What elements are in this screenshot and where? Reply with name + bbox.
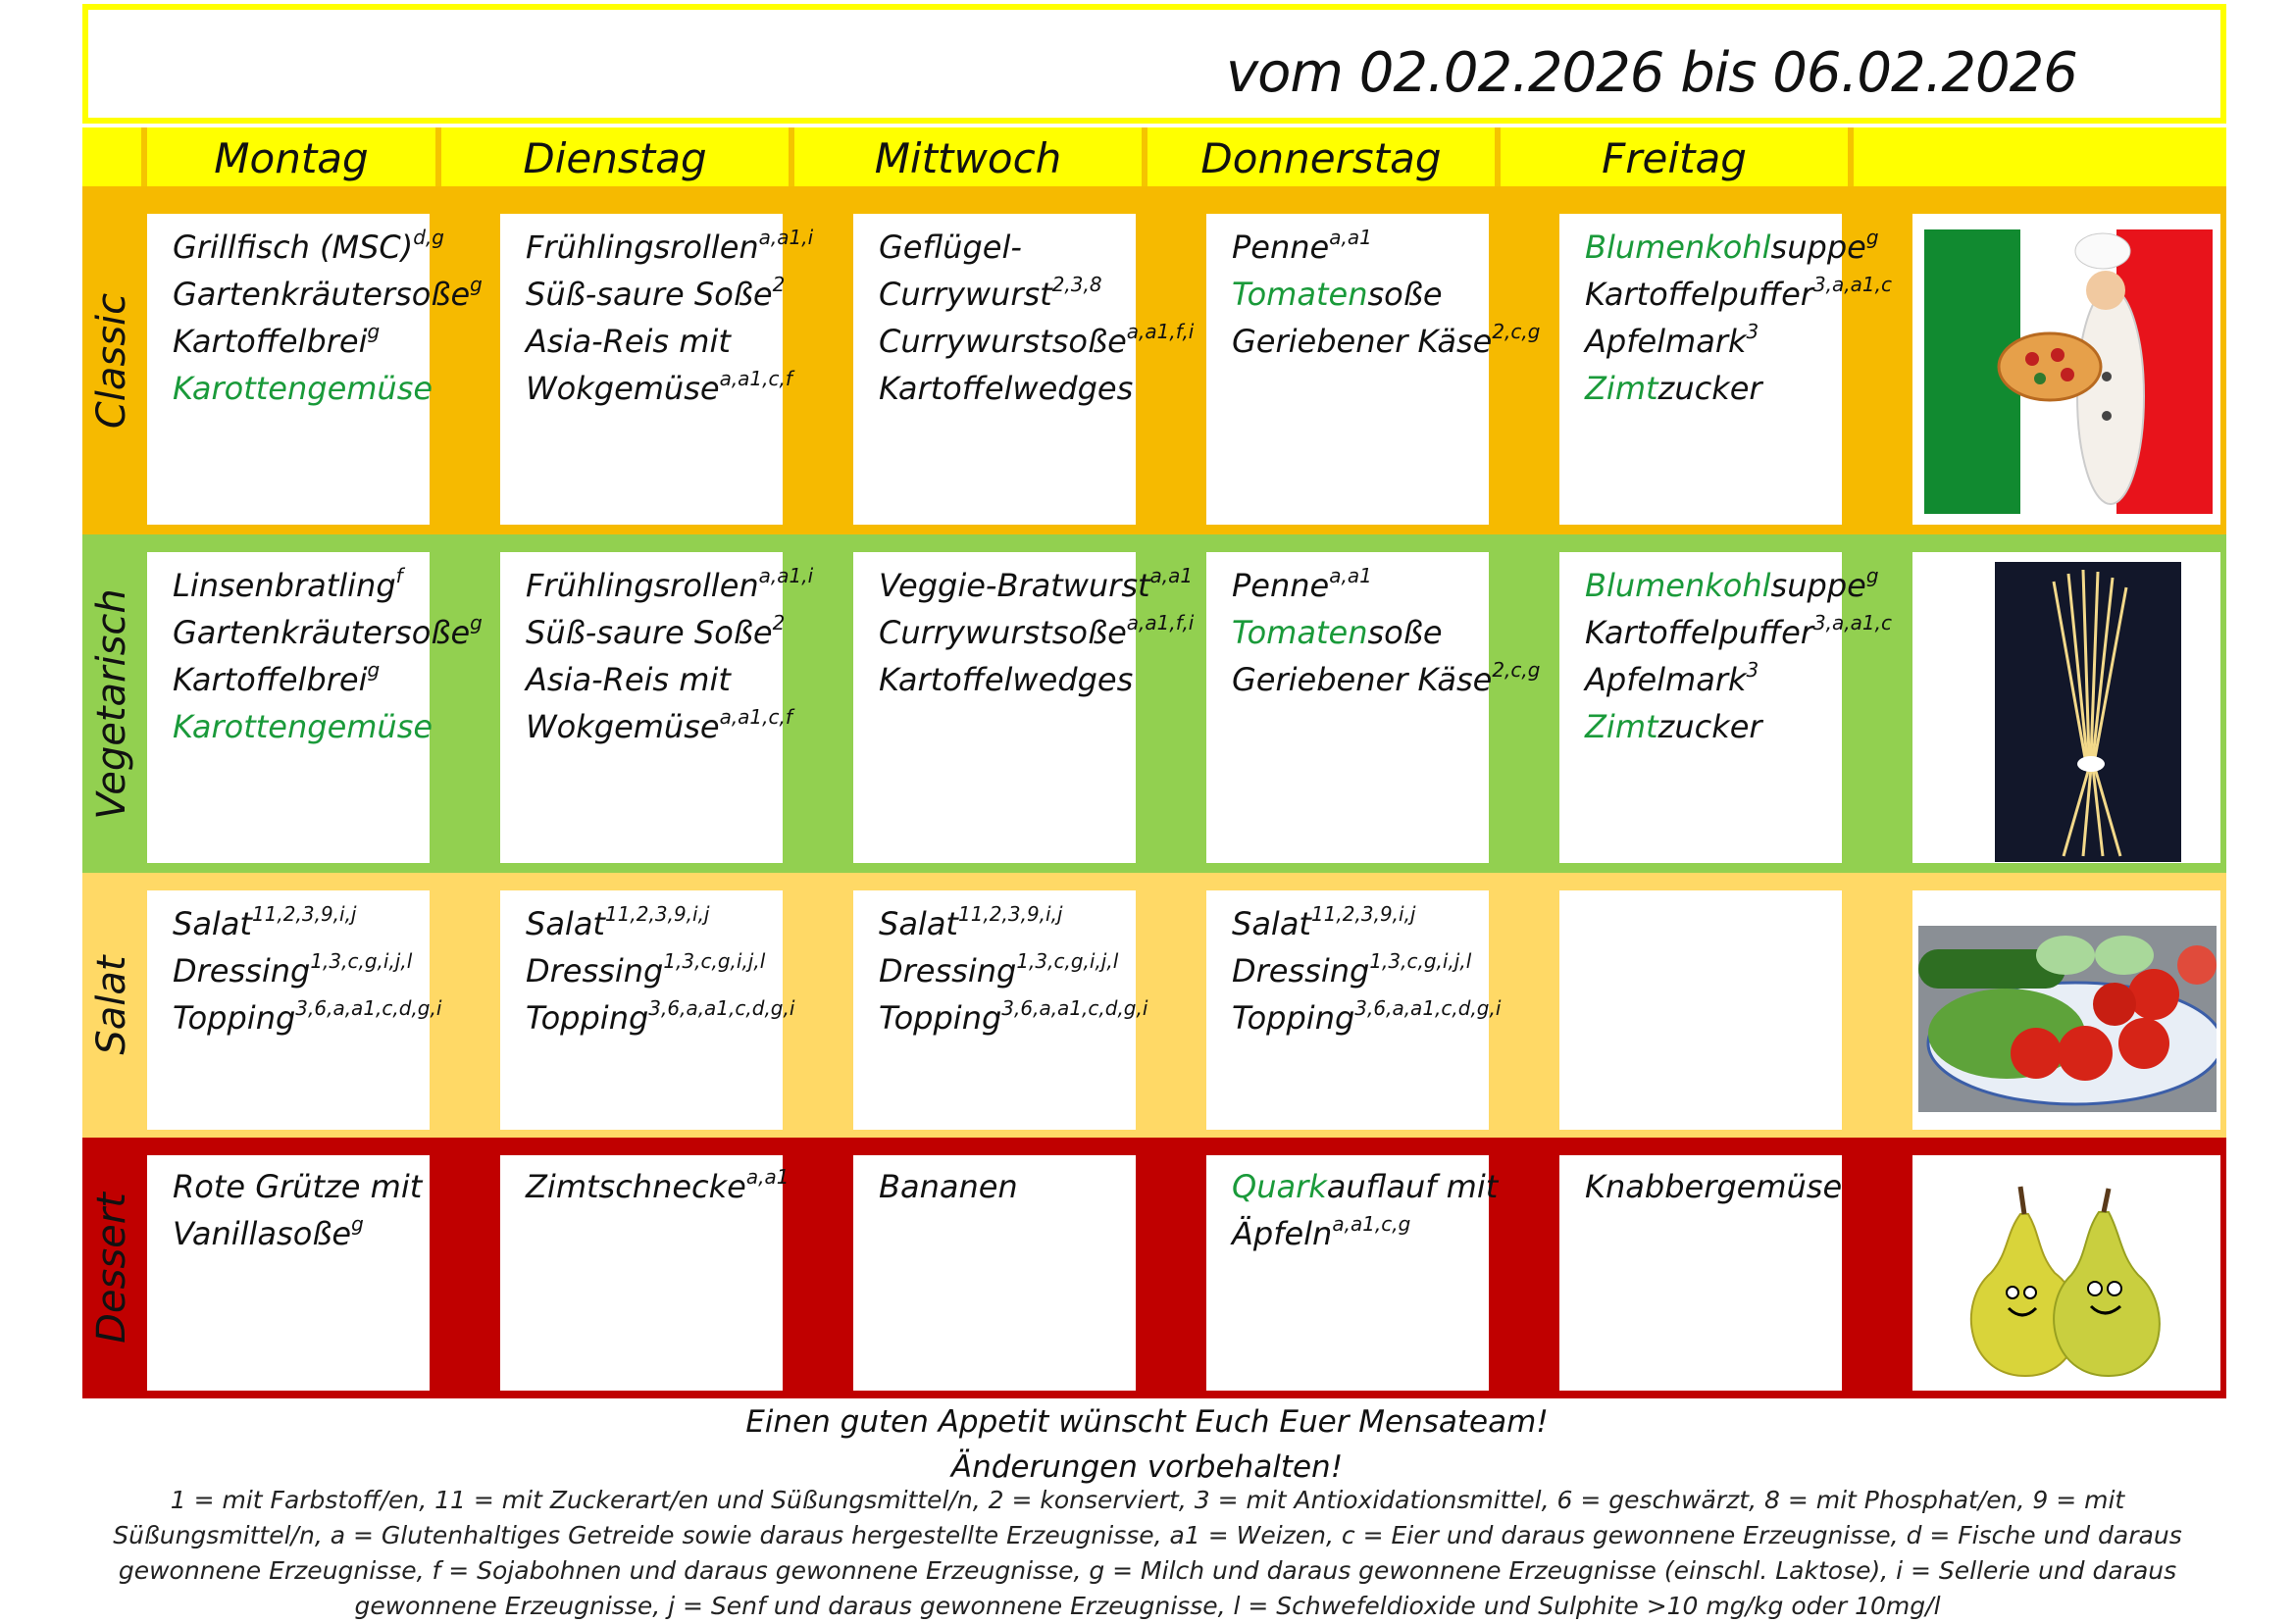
menu-item [173, 1210, 422, 1257]
menu-item [1232, 318, 1540, 365]
allergen-codes: 3 [1746, 658, 1759, 683]
allergen-codes: 3 [1746, 320, 1759, 344]
menu-item [1232, 562, 1540, 609]
dish-text: Apfelmark [1585, 661, 1747, 698]
dish-text: Zimtschnecke [526, 1168, 746, 1205]
dish-text: Geriebener Käse [1232, 661, 1493, 698]
allergen-codes: g [367, 320, 381, 344]
header-box [82, 4, 2226, 124]
menu-item [173, 1163, 422, 1210]
menu-item [526, 271, 813, 318]
dish-text: Gartenkräutersoße [173, 614, 471, 651]
menu-item [879, 947, 1147, 994]
menu-item [526, 947, 794, 994]
dish-text: Äpfeln [1232, 1215, 1333, 1252]
menu-item [1232, 900, 1501, 947]
row-label-vegetarian: Vegetarisch [89, 587, 134, 820]
dish-text: Kartoffelbrei [173, 323, 368, 360]
allergen-codes: g [367, 658, 381, 683]
allergen-codes: 11,2,3,9,i,j [1310, 902, 1416, 927]
menu-item [1585, 562, 1892, 609]
menu-item [526, 656, 813, 703]
dish-text: Süß-saure Soße [526, 614, 773, 651]
menu-item [1585, 365, 1892, 412]
dish-text: Topping [879, 999, 1002, 1037]
allergen-codes: 2,c,g [1492, 658, 1541, 683]
menu-item [879, 318, 1194, 365]
allergen-codes: 2 [772, 611, 786, 635]
dish-text: Topping [526, 999, 649, 1037]
allergen-codes: 3,6,a,a1,c,d,g,i [1001, 996, 1148, 1021]
dish-text: Penne [1232, 567, 1330, 604]
day-separator [1848, 127, 1854, 186]
dish-text: Asia-Reis mit [526, 323, 731, 360]
cell-dessert-wednesday [853, 1155, 1136, 1391]
highlighted-ingredient: Blumenkohl [1585, 567, 1771, 604]
highlighted-ingredient: Zimt [1585, 370, 1658, 407]
cell-classic-tuesday [500, 214, 814, 525]
dish-text: Salat [879, 905, 958, 942]
dish-text: Kartoffelwedges [879, 370, 1134, 407]
menu-item [526, 994, 794, 1041]
day-wednesday: Mittwoch [874, 134, 1062, 182]
allergen-codes: 11,2,3,9,i,j [251, 902, 357, 927]
dish-text: Kartoffelpuffer [1585, 276, 1813, 313]
allergen-codes: g [1865, 564, 1879, 588]
dish-text: Topping [1232, 999, 1355, 1037]
dish-text: Frühlingsrollen [526, 567, 759, 604]
menu-item [173, 994, 441, 1041]
day-friday: Freitag [1602, 134, 1747, 182]
menu-item [879, 365, 1194, 412]
cell-classic-monday [147, 214, 483, 525]
row-label-classic: Classic [89, 292, 134, 429]
cell-salad-monday [147, 890, 442, 1130]
menu-item [879, 224, 1194, 271]
dish-text: Salat [173, 905, 252, 942]
menu-item [1232, 1210, 1498, 1257]
cell-vegetarian-monday [147, 552, 483, 863]
menu-item [1232, 947, 1501, 994]
menu-item [526, 1163, 789, 1210]
cell-salad-image [1912, 890, 2220, 1130]
cell-dessert-monday [147, 1155, 430, 1391]
menu-item [1232, 656, 1540, 703]
allergen-codes: g [1865, 226, 1879, 250]
dish-text: suppe [1770, 228, 1866, 266]
menu-item [526, 365, 813, 412]
menu-item [526, 703, 813, 750]
menu-item [1585, 224, 1892, 271]
menu-item [1232, 609, 1540, 656]
menu-item [1585, 703, 1892, 750]
row-vegetarian [82, 534, 2226, 873]
menu-item [1585, 1163, 1842, 1210]
highlighted-ingredient: Tomaten [1232, 614, 1368, 651]
greeting-text: Einen guten Appetit wünscht Euch Euer Mensateam! [745, 1404, 1549, 1440]
cell-salad-tuesday [500, 890, 795, 1130]
menu-item [526, 900, 794, 947]
allergen-codes: a,a1 [1149, 564, 1194, 588]
cell-dessert-friday [1559, 1155, 1842, 1391]
dish-text: Vanillasoße [173, 1215, 352, 1252]
dish-text: Dressing [526, 952, 664, 990]
menu-item [173, 562, 483, 609]
dish-text: Apfelmark [1585, 323, 1747, 360]
highlighted-ingredient: Karottengemüse [173, 370, 433, 407]
allergen-codes: a,a1,f,i [1126, 611, 1195, 635]
dish-text: Topping [173, 999, 296, 1037]
dish-text: Currywurstsoße [879, 323, 1127, 360]
dish-text: Süß-saure Soße [526, 276, 773, 313]
dish-text: Bananen [879, 1168, 1018, 1205]
menu-item [526, 562, 813, 609]
day-tuesday: Dienstag [523, 134, 707, 182]
allergen-codes: 2,c,g [1492, 320, 1541, 344]
dish-text: Currywurstsoße [879, 614, 1127, 651]
highlighted-ingredient: Karottengemüse [173, 708, 433, 745]
cell-salad-thursday [1206, 890, 1502, 1130]
allergen-codes: g [351, 1212, 364, 1237]
cell-vegetarian-wednesday [853, 552, 1195, 863]
allergen-codes: a,a1 [1329, 564, 1372, 588]
spaghetti-bundle-image [1995, 562, 2181, 862]
dish-text: Wokgemüse [526, 370, 720, 407]
dish-text: Dressing [1232, 952, 1370, 990]
menu-item [526, 318, 813, 365]
allergen-codes: 1,3,c,g,i,j,l [310, 949, 413, 974]
highlighted-ingredient: Blumenkohl [1585, 228, 1771, 266]
allergen-codes: a,a1 [1329, 226, 1372, 250]
allergen-codes: a,a1,f,i [1126, 320, 1195, 344]
dish-text: Kartoffelbrei [173, 661, 368, 698]
dish-text: auflauf mit [1326, 1168, 1499, 1205]
changes-notice: Änderungen vorbehalten! [950, 1449, 1344, 1485]
menu-item [173, 271, 483, 318]
row-classic [82, 186, 2226, 534]
dish-text: Wokgemüse [526, 708, 720, 745]
menu-item [1232, 994, 1501, 1041]
menu-item [526, 224, 813, 271]
menu-item [173, 224, 483, 271]
menu-item [1585, 609, 1892, 656]
allergen-codes: 3,6,a,a1,c,d,g,i [1354, 996, 1502, 1021]
cell-classic-friday [1559, 214, 1892, 525]
dish-text: Dressing [879, 952, 1017, 990]
dish-text: Rote Grütze mit [173, 1168, 423, 1205]
menu-item [1585, 271, 1892, 318]
dish-text: Linsenbratling [173, 567, 396, 604]
menu-item [173, 947, 441, 994]
menu-item [1232, 271, 1540, 318]
menu-item [173, 703, 483, 750]
highlighted-ingredient: Tomaten [1232, 276, 1368, 313]
menu-item [173, 656, 483, 703]
dish-text: Geriebener Käse [1232, 323, 1493, 360]
pears-image [1952, 1175, 2177, 1381]
allergen-codes: 2 [772, 273, 786, 297]
cell-classic-wednesday [853, 214, 1195, 525]
allergen-codes: 1,3,c,g,i,j,l [1016, 949, 1119, 974]
cell-vegetarian-tuesday [500, 552, 814, 863]
menu-item [879, 900, 1147, 947]
cell-vegetarian-friday [1559, 552, 1892, 863]
row-label-salad: Salat [89, 955, 134, 1055]
dish-text: Grillfisch (MSC) [173, 228, 414, 266]
cell-vegetarian-image [1912, 552, 2220, 863]
menu-item [879, 609, 1194, 656]
day-header-row [82, 127, 2226, 186]
allergen-legend: 1 = mit Farbstoff/en, 11 = mit Zuckerart/en und Süßungsmittel/n, 2 = konserviert, 3 = mit Antioxidationsmittel, 6 = geschwärzt, 8 = mit Phosphat/en, 9 = mit Süßungsmittel/n, a = Glutenhaltiges Getreide sowie daraus hergestellte Erzeugnisse, a1 = Weizen, c = Eier und daraus gewonnene Erzeugnisse, d = Fische und daraus gewonnene Erzeugnisse, f = Sojabohnen und daraus gewonnene Erzeugnisse, g = Milch und daraus gewonnene Erzeugnisse (einschl. Laktose), i = Sellerie und daraus gewonnene Erzeugnisse, j = Senf und daraus gewonnene Erzeugnisse, l = Schwefeldioxide und Sulphite >10 mg/kg oder 10mg/l [113, 1486, 2182, 1620]
menu-item [879, 656, 1194, 703]
allergen-codes: 1,3,c,g,i,j,l [1369, 949, 1472, 974]
menu-item [1585, 318, 1892, 365]
italian-chef-pizza-image [1924, 229, 2213, 514]
allergen-codes: a,a1 [745, 1165, 790, 1190]
allergen-codes: a,a1,c,f [719, 705, 792, 730]
menu-item [1232, 1163, 1498, 1210]
menu-item [526, 609, 813, 656]
menu-item [879, 562, 1194, 609]
menu-item [879, 1163, 1018, 1210]
allergen-codes: 11,2,3,9,i,j [604, 902, 710, 927]
cell-dessert-thursday [1206, 1155, 1499, 1391]
allergen-codes: g [470, 273, 483, 297]
allergen-codes: d,g [413, 226, 444, 250]
dish-text: Salat [1232, 905, 1311, 942]
menu-item [173, 365, 483, 412]
dish-text: Geflügel- [879, 228, 1022, 266]
allergen-codes: a,a1,c,f [719, 367, 792, 391]
allergen-codes: a,a1,i [758, 226, 814, 250]
cell-salad-wednesday [853, 890, 1148, 1130]
allergen-codes: f [395, 564, 403, 588]
row-label-dessert: Dessert [89, 1193, 134, 1344]
menu-item [1585, 656, 1892, 703]
allergen-codes: 3,a,a1,c [1812, 611, 1892, 635]
cell-salad-friday [1559, 890, 1842, 1130]
dish-text: zucker [1657, 708, 1762, 745]
cell-classic-image [1912, 214, 2220, 525]
allergen-codes: a,a1,c,g [1332, 1212, 1411, 1237]
day-thursday: Donnerstag [1200, 134, 1442, 182]
allergen-codes: a,a1,i [758, 564, 814, 588]
dish-text: soße [1367, 614, 1443, 651]
menu-item [173, 900, 441, 947]
date-range: vom 02.02.2026 bis 06.02.2026 [1226, 41, 2077, 105]
allergen-codes: 3,6,a,a1,c,d,g,i [295, 996, 442, 1021]
dish-text: Dressing [173, 952, 311, 990]
row-dessert [82, 1138, 2226, 1398]
dish-text: Frühlingsrollen [526, 228, 759, 266]
allergen-codes: 11,2,3,9,i,j [957, 902, 1063, 927]
menu-item [1232, 224, 1540, 271]
allergen-codes: 1,3,c,g,i,j,l [663, 949, 766, 974]
highlighted-ingredient: Zimt [1585, 708, 1658, 745]
dish-text: Salat [526, 905, 605, 942]
dish-text: Penne [1232, 228, 1330, 266]
salad-bowl-image [1918, 926, 2217, 1112]
dish-text: Currywurst [879, 276, 1052, 313]
dish-text: Knabbergemüse [1585, 1168, 1843, 1205]
dish-text: Asia-Reis mit [526, 661, 731, 698]
cell-classic-thursday [1206, 214, 1541, 525]
day-monday: Montag [214, 134, 369, 182]
menu-item [173, 609, 483, 656]
cell-dessert-image [1912, 1155, 2220, 1391]
dish-text: Kartoffelwedges [879, 661, 1134, 698]
allergen-codes: 3,a,a1,c [1812, 273, 1892, 297]
highlighted-ingredient: Quark [1232, 1168, 1327, 1205]
menu-item [879, 271, 1194, 318]
row-salad [82, 873, 2226, 1138]
dish-text: soße [1367, 276, 1443, 313]
dish-text: suppe [1770, 567, 1866, 604]
menu-item [173, 318, 483, 365]
cell-vegetarian-thursday [1206, 552, 1541, 863]
allergen-codes: 3,6,a,a1,c,d,g,i [648, 996, 795, 1021]
allergen-codes: 2,3,8 [1051, 273, 1102, 297]
menu-item [879, 994, 1147, 1041]
dish-text: Kartoffelpuffer [1585, 614, 1813, 651]
dish-text: Gartenkräutersoße [173, 276, 471, 313]
cell-dessert-tuesday [500, 1155, 790, 1391]
allergen-codes: g [470, 611, 483, 635]
dish-text: zucker [1657, 370, 1762, 407]
dish-text: Veggie-Bratwurst [879, 567, 1150, 604]
